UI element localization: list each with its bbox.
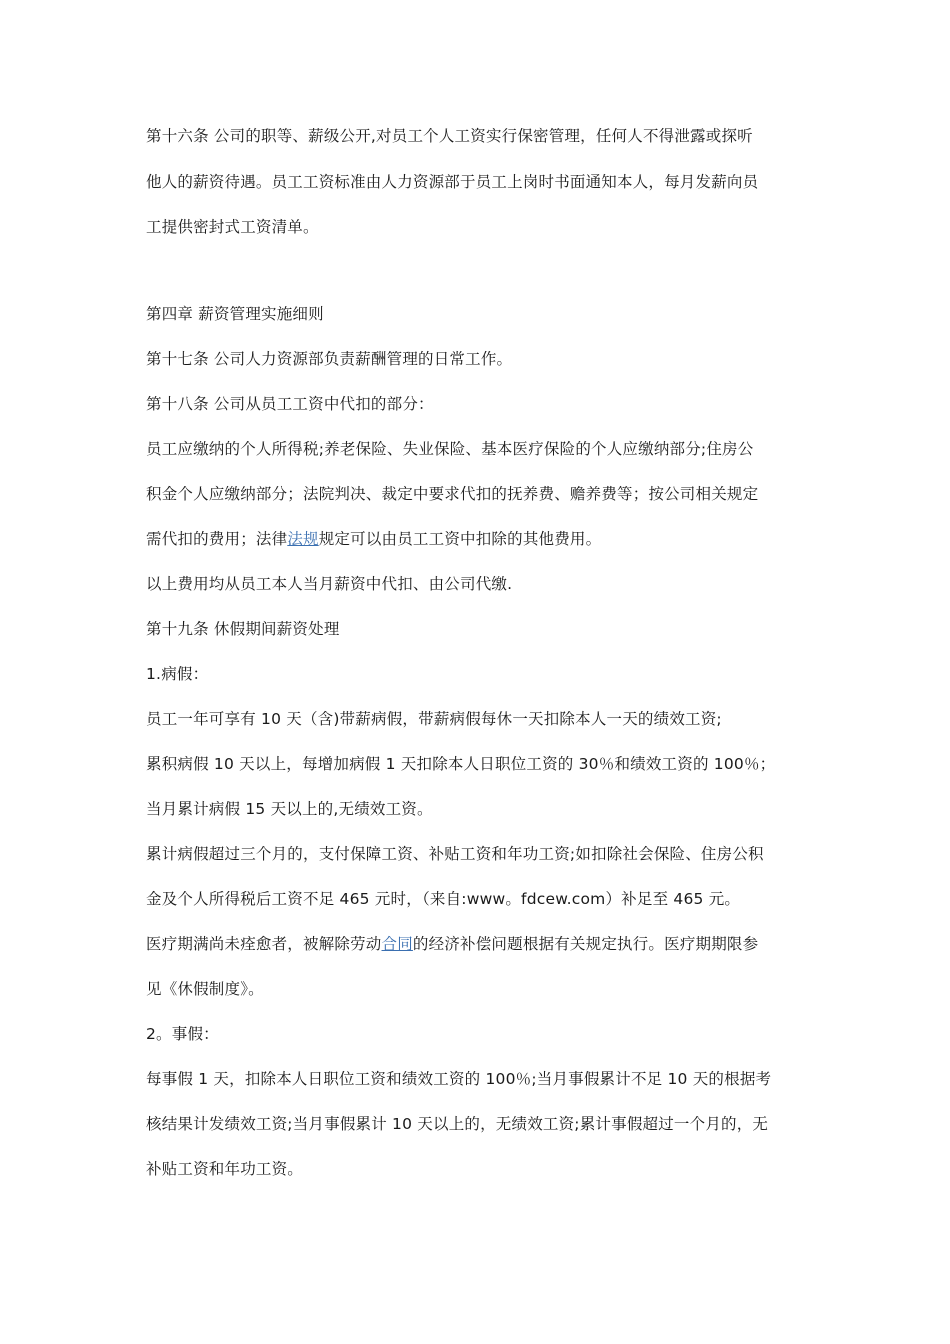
- personal-leave-line-3: 补贴工资和年功工资。: [146, 1160, 304, 1178]
- regulations-link[interactable]: 法规: [287, 530, 319, 548]
- deduction-line-3-post: 规定可以由员工工资中扣除的其他费用。: [318, 530, 602, 548]
- chapter-4-heading: 第四章 薪资管理实施细则: [146, 305, 324, 323]
- article-19-line: 第十九条 休假期间薪资处理: [146, 620, 340, 638]
- sick-leave-heading: 1.病假：: [146, 665, 209, 683]
- deduction-line-3: [146, 529, 601, 549]
- deduction-line-2: 积金个人应缴纳部分；法院判决、裁定中要求代扣的抚养费、赡养费等；按公司相关规定: [146, 485, 759, 503]
- personal-leave-heading: 2。事假：: [146, 1025, 219, 1043]
- sick-leave-line-2: 累积病假 10 天以上，每增加病假 1 天扣除本人日职位工资的 30％和绩效工资的 100％；: [146, 755, 776, 773]
- deduction-line-3-pre: 需代扣的费用；法律: [146, 530, 288, 548]
- personal-leave-line-1: 每事假 1 天，扣除本人日职位工资和绩效工资的 100％;当月事假累计不足 10 天的根据考: [146, 1070, 772, 1088]
- article-16-line-3: 工提供密封式工资清单。: [146, 218, 319, 236]
- article-17-line: 第十七条 公司人力资源部负责薪酬管理的日常工作。: [146, 350, 513, 368]
- medical-period-line-1-pre: 医疗期满尚未痊愈者，被解除劳动: [146, 935, 382, 953]
- article-16-line-2: 他人的薪资待遇。员工工资标准由人力资源部于员工上岗时书面通知本人，每月发薪向员: [146, 173, 759, 191]
- medical-period-line-1-post: 的经济补偿问题根据有关规定执行。医疗期期限参: [412, 935, 759, 953]
- contract-link[interactable]: 合同: [381, 935, 413, 953]
- sick-leave-line-3: 当月累计病假 15 天以上的,无绩效工资。: [146, 800, 433, 818]
- sick-leave-line-5: 金及个人所得税后工资不足 465 元时，（来自:www。fdcew.com）补足至 465 元。: [146, 890, 741, 908]
- article-18-line: 第十八条 公司从员工工资中代扣的部分：: [146, 395, 434, 413]
- sick-leave-line-1: 员工一年可享有 10 天（含)带薪病假，带薪病假每休一天扣除本人一天的绩效工资;: [146, 710, 722, 728]
- medical-period-line-2: 见《休假制度》。: [146, 980, 264, 998]
- medical-period-line-1: [146, 934, 758, 954]
- article-16-line-1: 第十六条 公司的职等、薪级公开,对员工个人工资实行保密管理，任何人不得泄露或探听: [146, 127, 753, 145]
- deduction-summary-line: 以上费用均从员工本人当月薪资中代扣、由公司代缴.: [146, 575, 513, 593]
- deduction-line-1: 员工应缴纳的个人所得税;养老保险、失业保险、基本医疗保险的个人应缴纳部分;住房公: [146, 440, 754, 458]
- sick-leave-line-4: 累计病假超过三个月的，支付保障工资、补贴工资和年功工资;如扣除社会保险、住房公积: [146, 845, 764, 863]
- personal-leave-line-2: 核结果计发绩效工资;当月事假累计 10 天以上的，无绩效工资;累计事假超过一个月的，无: [146, 1115, 769, 1133]
